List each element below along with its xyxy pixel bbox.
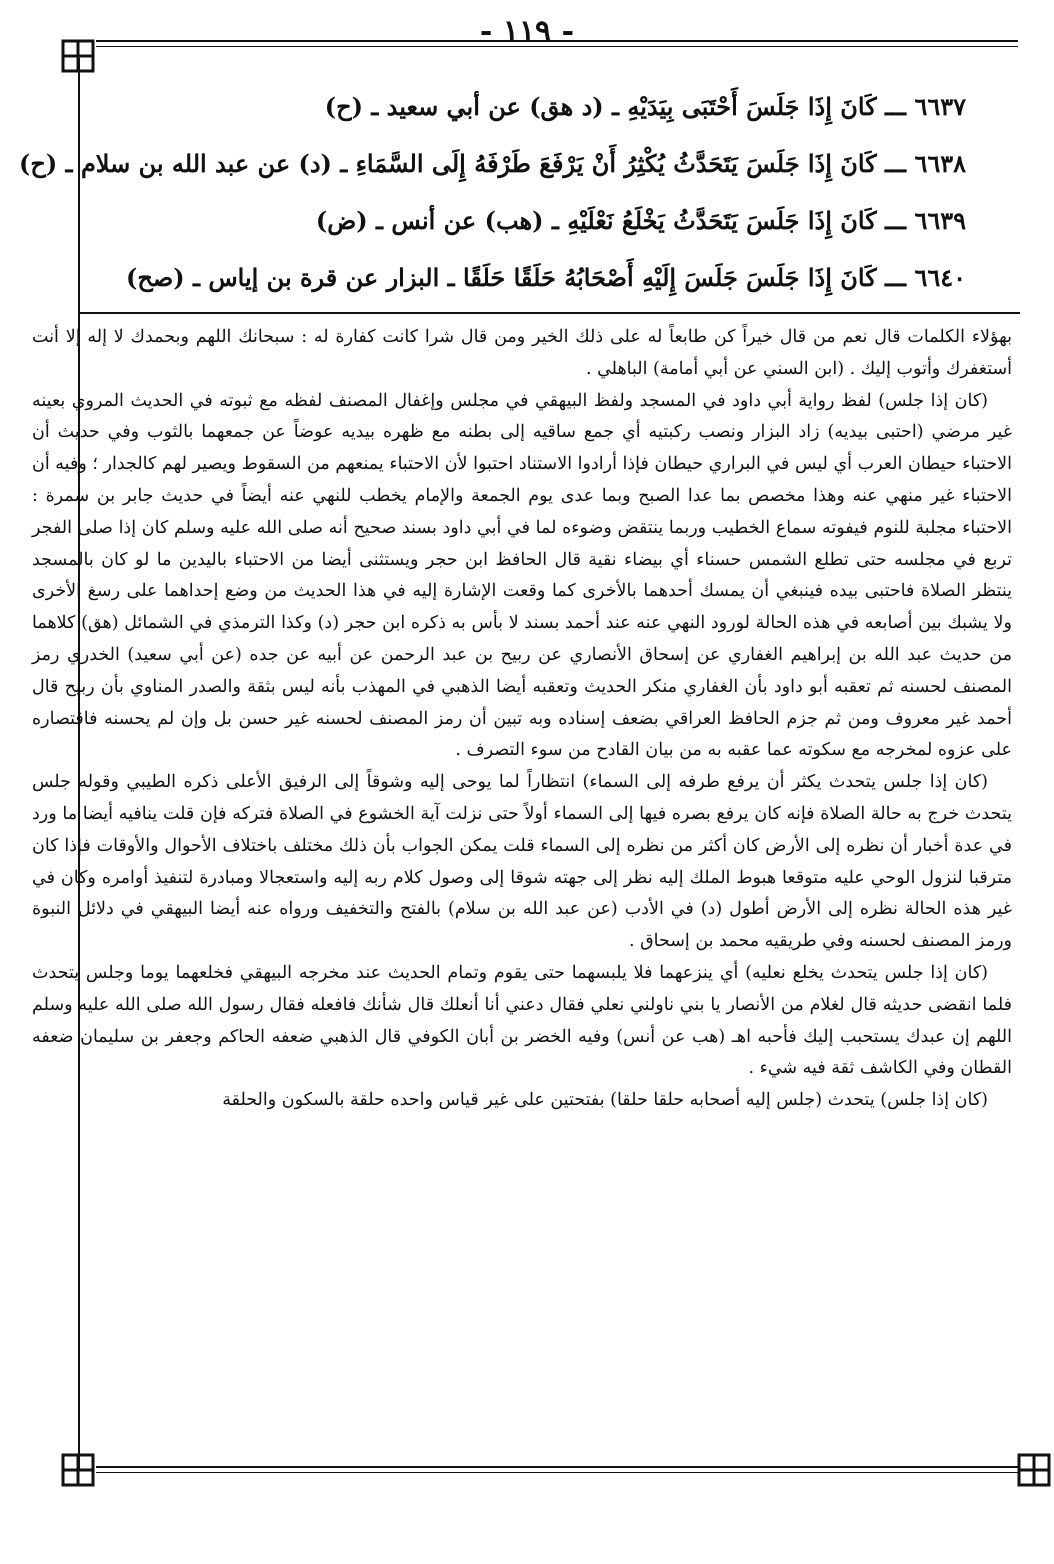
page-number: - ١١٩ - <box>479 14 575 49</box>
bottom-rule-inner <box>96 1472 1018 1473</box>
hadith-text: كَانَ إِذَا جَلَسَ يَتَحَدَّثُ يَخْلَعُ نَعْلَيْهِ ـ (هب) عن أنس ـ (ض) <box>315 206 877 235</box>
hadith-entry: ٦٦٣٩ ـــ كَانَ إِذَا جَلَسَ يَتَحَدَّثُ يَخْلَعُ نَعْلَيْهِ ـ (هب) عن أنس ـ (ض) <box>315 206 966 235</box>
hadith-text: كَانَ إِذَا جَلَسَ جَلَسَ إِلَيْهِ أَصْحَابُهُ حَلَقًا حَلَقًا ـ البزار عن قرة بن إياس ـ (صح) <box>126 263 877 292</box>
hadith-entry: ٦٦٤٠ ـــ كَانَ إِذَا جَلَسَ جَلَسَ إِلَيْهِ أَصْحَابُهُ حَلَقًا حَلَقًا ـ البزار عن قرة بن إياس ـ (صح) <box>126 263 966 292</box>
hadith-entry: ٦٦٣٧ ـــ كَانَ إِذَا جَلَسَ أَحْتَبَى بِيَدَيْهِ ـ (د هق) عن أبي سعيد ـ (ح) <box>324 92 966 121</box>
corner-ornament-icon <box>1016 1452 1052 1488</box>
hadith-number: ٦٦٤٠ <box>914 263 966 292</box>
commentary-paragraph: (كان إذا جلس) يتحدث (جلس إليه أصحابه حلقا حلقا) بفتحتين على غير قياس واحده حلقة بالسكون والحلقة <box>222 1090 988 1111</box>
commentary-paragraph: بهؤلاء الكلمات قال نعم من قال خيراً كن طابعاً له على ذلك الخير ومن قال شرا كانت كفارة له : سبحانك اللهم وبحمدك لا إله إلا أنت أستغفرك وأتوب إليك . (ابن السني عن أبي أمامة) الباهلي . <box>32 327 1012 379</box>
corner-ornament-icon <box>60 1452 96 1488</box>
hadith-entry: ٦٦٣٨ ـــ كَانَ إِذَا جَلَسَ يَتَحَدَّثُ يُكْثِرُ أَنْ يَرْفَعَ طَرْفَهُ إِلَى السَّمَاءِ ـ (د) عن عبد الله بن سلام ـ (ح) <box>19 149 966 178</box>
hadith-number: ٦٦٣٩ <box>914 206 966 235</box>
commentary-body <box>32 322 1012 1117</box>
commentary-paragraph: (كان إذا جلس يتحدث يكثر أن يرفع طرفه إلى السماء) انتظاراً لما يوحى إليه وشوقاً إلى الرفيق الأعلى ذكره الطيبي وقوله جلس يتحدث خرج به حالة الصلاة فإنه كان يرفع بصره فيها إلى السماء أولاً حتى نزلت آية الخشوع في الصلاة فتركه فإن قلت ينافيه أيضا ما ورد في عدة أخبار أن نظره إلى الأرض كان أكثر من نظره إلى السماء قلت يمكن الجواب بأن ذلك مختلف باختلاف الأحوال والأوقات فإذا كان مترقبا لنزول الوحي عليه متوقعا هبوط الملك إليه نظر إلى جهته شوقا إلى وصول كلام ربه إليه واستعجالا ومبادرة لتنفيذ أوامره وكان في غير هذه الحالة نظره إلى الأرض أطول (د) في الأدب (عن عبد الله بن سلام) بالفتح والتخفيف ورواه عنه أيضا البيهقي في دلائل النبوة ورمز المصنف لحسنه وفي طريقيه محمد بن إسحاق . <box>32 772 1012 952</box>
hadith-text: كَانَ إِذَا جَلَسَ يَتَحَدَّثُ يُكْثِرُ أَنْ يَرْفَعَ طَرْفَهُ إِلَى السَّمَاءِ ـ (د) عن عبد الله بن سلام ـ (ح) <box>19 149 877 178</box>
commentary-paragraph: (كان إذا جلس يتحدث يخلع نعليه) أي ينزعهما فلا يلبسهما حتى يقوم وتمام الحديث عند مخرجه البيهقي فخلعهما يوما وجلس يتحدث فلما انقضى حديثه قال لغلام من الأنصار يا بني ناولني نعلي فقال دعني أنا أنعلك قال شأنك فافعله فقال رسول الله صلى الله عليه وسلم اللهم إن عبدك يستحبب إليك فأحبه اهـ (هب عن أنس) وفيه الخضر بن أبان الكوفي قال الذهبي ضعفه الحاكم وجعفر بن سليمان ضعفه القطان وفي الكاشف ثقة فيه شيء . <box>32 962 1012 1079</box>
header-separator <box>80 312 1020 314</box>
commentary-paragraph: (كان إذا جلس) لفظ رواية أبي داود في المسجد ولفظ البيهقي في مجلس وإغفال المصنف لفظه مع ثبوته في الحديث المروي بعينه غير مرضي (احتبى بيديه) زاد البزار ونصب ركبتيه أي جمع ساقيه إلى بطنه مع ظهره بيديه عوضاً عن جمعهما بالثوب وفي حديث أن الاحتباء حيطان العرب أي ليس في البراري حيطان فإذا أرادوا الاستناد احتبوا لأن الاحتباء يمنعهم من السقوط ويصير لهم كالجدار ؛ وفيه أن الاحتباء غير منهي عنه وهذا مخصص بما عدا الصبح وبما عدى يوم الجمعة والإمام يخطب للنهي عنه أيضاً في حديث جابر بن سمرة : الاحتباء مجلبة للنوم فيفوته سماع الخطيب وربما ينتقض وضوءه لما في أبي داود بسند صحيح أنه صلى الله عليه وسلم كان إذا صلى الفجر تربع في مجلسه حتى تطلع الشمس حسناء أي بيضاء نقية قال الحافظ ابن حجر ويستثنى أيضا من الاحتباء باليدين ما لو كان بالمسجد ينتظر الصلاة فاحتبى بيده فينبغي أن يمسك أحدهما بالأخرى كما وقعت الإشارة إليه في هذا الحديث من وضع إحداهما على رسغ الأخرى ولا يشبك بين أصابعه في هذه الحالة لورود النهي عنه عند أحمد بسند لا بأس به ذكره ابن حجر (د) وكذا الترمذي في الشمائل (هق) كلاهما من حديث عبد الله بن إبراهيم الغفاري عن إسحاق الأنصاري عن ربيح بن عبد الرحمن عن أبيه عن جده (عن أبي سعيد) الخدري رمز المصنف لحسنه ثم تعقبه أبو داود بأن الغفاري منكر الحديث وتعقبه أيضا الذهبي في المهذب بأنه ليس بثقة والصدر المناوي بأن ربيح قال أحمد غير معروف ومن ثم جزم الحافظ العراقي بضعف إسناده وبه تبين أن رمز المصنف لحسنه غير حسن بل وإن لم يحسنه فاقتصاره على عزوه لمخرجه مع سكوته عما عقبه به من بيان القادح من سوء التصرف . <box>32 390 1012 761</box>
hadith-number: ٦٦٣٧ <box>914 92 966 121</box>
hadith-number: ٦٦٣٨ <box>914 149 966 178</box>
hadith-text: كَانَ إِذَا جَلَسَ أَحْتَبَى بِيَدَيْهِ ـ (د هق) عن أبي سعيد ـ (ح) <box>324 92 877 121</box>
bottom-rule <box>96 1466 1018 1468</box>
hadith-list <box>19 78 984 306</box>
